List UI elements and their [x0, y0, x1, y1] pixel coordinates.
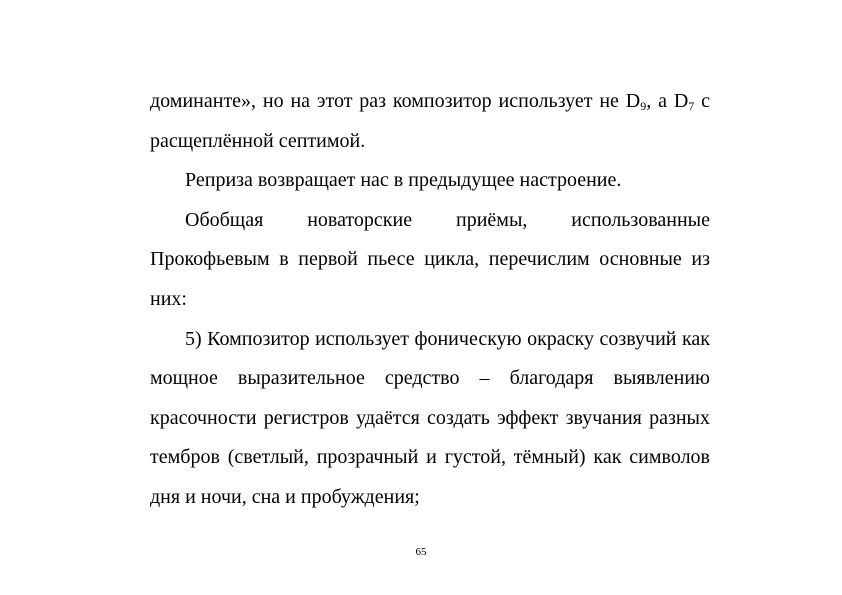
page-number: 65	[415, 546, 427, 558]
paragraph-continuation	[150, 82, 710, 161]
paragraph-text-part: , а D	[646, 90, 689, 112]
subscript-seven: 7	[688, 99, 695, 113]
body-text	[150, 82, 710, 518]
paragraph-list-item-5: 5) Композитор использует фоническую окраску созвучий как мощное выразительное средство – благодаря выявлению красочности регистров удаётся создать эффект звучания разных тембров (светлый, прозрачный и густой, тёмный) как символов дня и ночи, сна и пробуждения;	[150, 327, 710, 508]
paragraph-text-part: с расщеплённой септимой.	[150, 90, 710, 152]
paragraph-text-part: доминанте», но на этот раз композитор использует не D	[150, 90, 641, 112]
paragraph-reprise: Реприза возвращает нас в предыдущее настроение.	[185, 169, 622, 192]
subscript-nine: 9	[640, 99, 647, 113]
paragraph-summary: Обобщая новаторские приёмы, использованные Прокофьевым в первой пьесе цикла, перечислим основные из них:	[150, 208, 710, 310]
